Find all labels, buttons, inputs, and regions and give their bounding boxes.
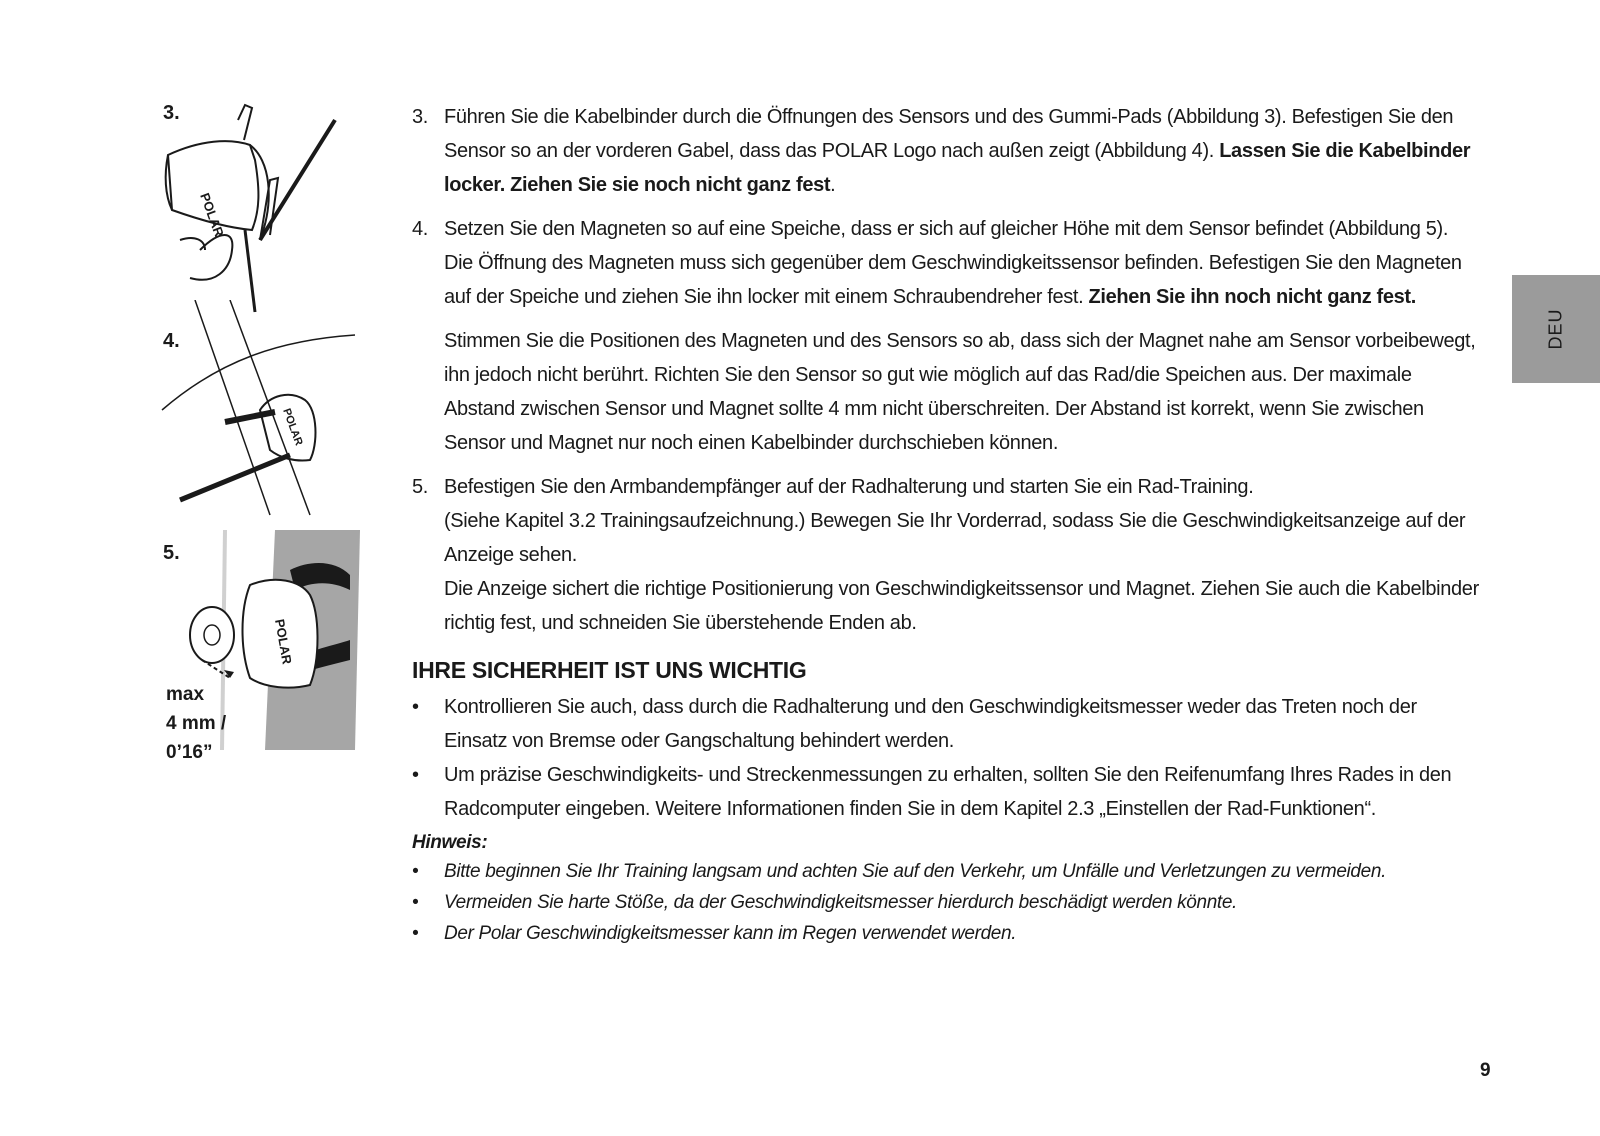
note-item-text: Der Polar Geschwindigkeitsmesser kann im Regen verwendet werden. xyxy=(444,923,1017,944)
step-5-line-1: Befestigen Sie den Armbandempfänger auf der Radhalterung und starten Sie ein Rad-Training. xyxy=(444,476,1254,498)
figure-4-label: 4. xyxy=(163,330,180,352)
note-item-text: Bitte beginnen Sie Ihr Training langsam und achten Sie auf den Verkehr, um Unfälle und Verletzungen zu vermeiden. xyxy=(444,861,1387,882)
language-tab-label: DEU xyxy=(1545,308,1566,350)
step-text-tail: . xyxy=(830,174,836,196)
step-4-paragraph: Stimmen Sie die Positionen des Magneten und des Sensors so ab, dass sich der Magnet nahe am Sensor vorbeibewegt, ihn jedoch nicht berührt. Richten Sie den Sensor so gut wie möglich auf das Rad/die Speichen aus. Der maximale Abstand zwischen Sensor und Magnet sollte 4 mm nicht überschreiten. Der Abstand ist korrekt, wenn Sie zwischen Sensor und Magnet nur noch einen Kabelbinder durchschieben können. xyxy=(444,330,1476,454)
step-bold-text: Lassen Sie die Kabelbinder locker. Ziehen Sie sie noch nicht ganz fest xyxy=(444,140,1471,196)
note-label: Hinweis: xyxy=(412,832,488,853)
note-item xyxy=(412,887,1482,918)
max-distance-line-1: max xyxy=(166,684,205,705)
figure-3-illustration xyxy=(160,100,360,320)
figure-3-label: 3. xyxy=(163,102,180,124)
step-text: Führen Sie die Kabelbinder durch die Öffnungen des Sensors und des Gummi-Pads (Abbildung 3). Befestigen Sie den Sensor so an der vorderen Gabel, dass das POLAR Logo nach außen zeigt (Abbildung 4). xyxy=(444,106,1454,162)
step-number: 3. xyxy=(412,106,428,128)
step-bold-text: Ziehen Sie ihn noch nicht ganz fest. xyxy=(1088,286,1416,308)
note-item xyxy=(412,918,1482,949)
note-item xyxy=(412,856,1482,887)
max-distance-line-2: 4 mm / xyxy=(166,713,227,734)
bullet-dot: • xyxy=(412,923,419,944)
safety-heading: IHRE SICHERHEIT IST UNS WICHTIG xyxy=(412,657,807,683)
bullet-dot: • xyxy=(412,764,419,786)
step-5 xyxy=(412,470,1482,640)
bullet-dot: • xyxy=(412,861,419,882)
max-distance-label xyxy=(166,680,226,767)
safety-bullet xyxy=(412,690,1482,758)
figure-5-label: 5. xyxy=(163,542,180,564)
safety-bullet xyxy=(412,758,1482,826)
note-item-text: Vermeiden Sie harte Stöße, da der Geschwindigkeitsmesser hierdurch beschädigt werden könnte. xyxy=(444,892,1237,913)
bullet-dot: • xyxy=(412,696,419,718)
figure-4-sensor-logo: POLAR xyxy=(280,406,305,448)
figure-3-sensor-logo: POLAR xyxy=(197,190,227,239)
page-number: 9 xyxy=(1480,1060,1491,1081)
step-number: 5. xyxy=(412,476,428,498)
main-text-column xyxy=(412,100,1482,949)
max-distance-line-3: 0’16” xyxy=(166,742,213,763)
figure-5-sensor-logo: POLAR xyxy=(272,617,295,666)
safety-bullet-text: Kontrollieren Sie auch, dass durch die Radhalterung und den Geschwindigkeitsmesser weder das Treten noch der Einsatz von Bremse oder Gangschaltung behindert werden. xyxy=(444,696,1417,752)
step-number: 4. xyxy=(412,218,428,240)
figure-4-illustration xyxy=(160,300,360,520)
step-5-line-2: (Siehe Kapitel 3.2 Trainingsaufzeichnung.) Bewegen Sie Ihr Vorderrad, sodass Sie die Geschwindigkeitsanzeige auf der Anzeige sehen. xyxy=(444,510,1466,566)
bullet-dot: • xyxy=(412,892,419,913)
step-text: Setzen Sie den Magneten so auf eine Speiche, dass er sich auf gleicher Höhe mit dem Sensor befindet (Abbildung 5). Die Öffnung des Magneten muss sich gegenüber dem Geschwindigkeitssensor befinden. Befestigen Sie den Magneten auf der Speiche und ziehen Sie ihn locker mit einem Schraubendreher fest. xyxy=(444,218,1462,308)
safety-bullet-text: Um präzise Geschwindigkeits- und Streckenmessungen zu erhalten, sollten Sie den Reifenumfang Ihres Rades in den Radcomputer eingeben. Weitere Informationen finden Sie in dem Kapitel 2.3 „Einstellen der Rad-Funktionen“. xyxy=(444,764,1452,820)
language-tab xyxy=(1512,275,1600,383)
step-5-line-3: Die Anzeige sichert die richtige Positionierung von Geschwindigkeitssensor und Magnet. Ziehen Sie auch die Kabelbinder richtig fest, und schneiden Sie überstehende Enden ab. xyxy=(444,578,1479,634)
step-4 xyxy=(412,212,1482,314)
step-3 xyxy=(412,100,1482,202)
